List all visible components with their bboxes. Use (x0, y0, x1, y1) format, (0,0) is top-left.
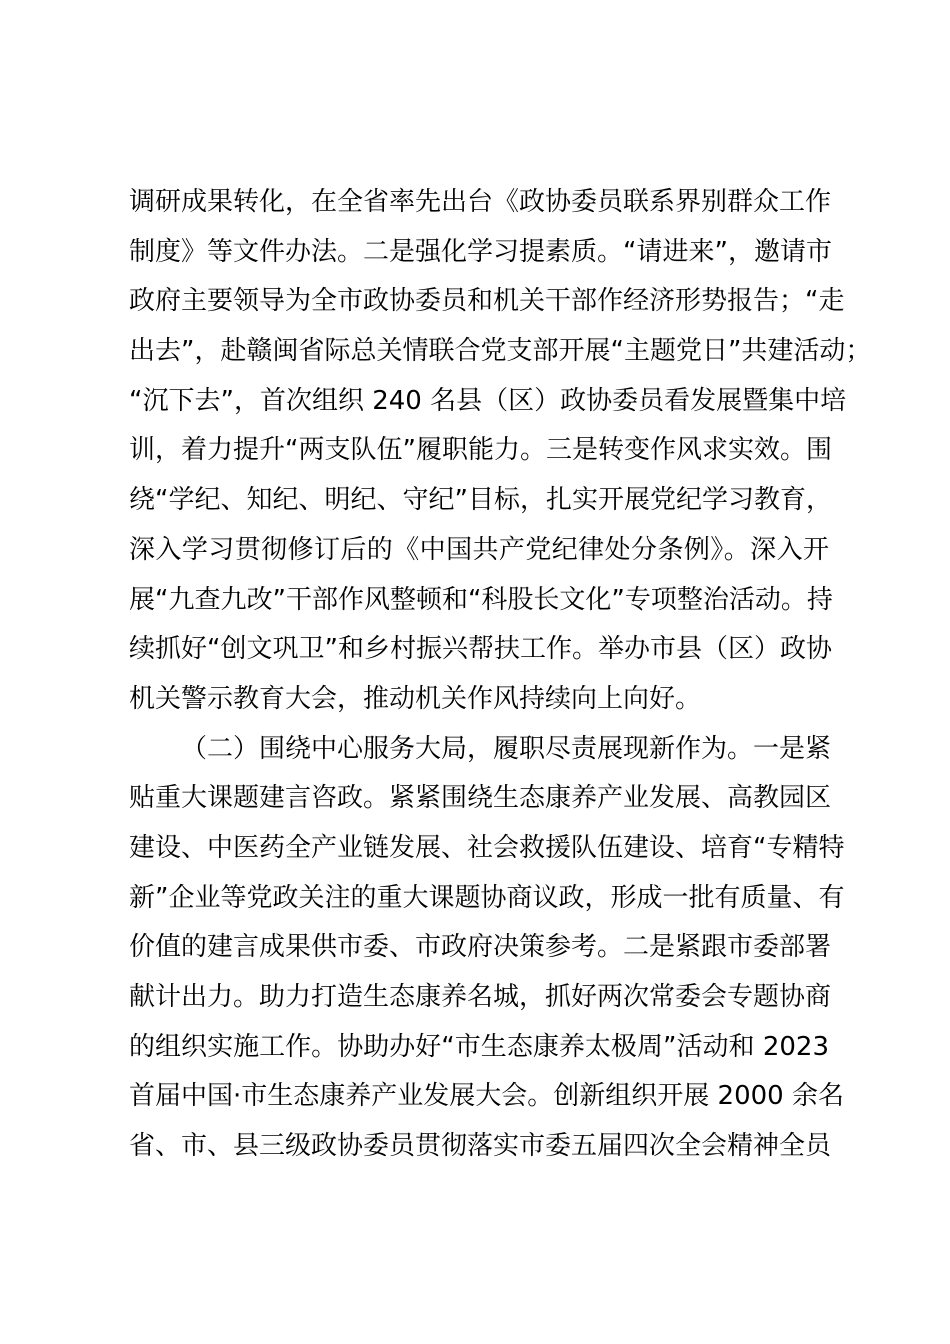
text-line: 展“九查九改”干部作风整顿和“科股长文化”专项整治活动。持 (129, 584, 833, 615)
text-line: 续抓好“创文巩卫”和乡村振兴帮扶工作。举办市县（区）政协 (129, 634, 832, 665)
text-line: 建设、中医药全产业链发展、社会救援队伍建设、培育“专精特 (129, 832, 845, 863)
text-line: 深入学习贯彻修订后的《中国共产党纪律处分条例》。深入开 (129, 534, 829, 565)
text-line: 贴重大课题建言咨政。紧紧围绕生态康养产业发展、高教园区 (129, 783, 832, 814)
text-line: 调研成果转化，在全省率先出台《政协委员联系界别群众工作 (129, 187, 832, 217)
text-line: 绕“学纪、知纪、明纪、守纪”目标，扎实开展党纪学习教育， (129, 485, 832, 516)
text-line: 献计出力。助力打造生态康养名城，抓好两次常委会专题协商 (129, 982, 832, 1012)
text-line: 首届中国·市生态康养产业发展大会。创新组织开展 2000 余名 (129, 1081, 844, 1112)
section-heading-line: （二）围绕中心服务大局，履职尽责展现新作为。一是紧 (181, 733, 832, 764)
text-line: 制度》等文件办法。二是强化学习提素质。“请进来”，邀请市 (129, 236, 832, 267)
body-text (129, 178, 872, 1172)
text-line: 的组织实施工作。协助办好“市生态康养太极周”活动和 2023 (129, 1031, 829, 1062)
text-line: 政府主要领导为全市政协委员和机关干部作经济形势报告；“走 (129, 286, 845, 317)
paragraph-last-line: 机关警示教育大会，推动机关作风持续向上向好。 (129, 683, 702, 714)
text-line: 价值的建言成果供市委、市政府决策参考。二是紧跟市委部署 (129, 932, 832, 963)
text-line: 出去”，赴赣闽省际总关情联合党支部开展“主题党日”共建活动； (129, 336, 872, 367)
text-line: 新”企业等党政关注的重大课题协商议政，形成一批有质量、有 (129, 882, 845, 913)
text-line: “沉下去”，首次组织 240 名县（区）政协委员看发展暨集中培 (129, 385, 847, 416)
text-line: 训，着力提升“两支队伍”履职能力。三是转变作风求实效。围 (129, 435, 832, 466)
text-line: 省、市、县三级政协委员贯彻落实市委五届四次全会精神全员 (129, 1131, 832, 1162)
